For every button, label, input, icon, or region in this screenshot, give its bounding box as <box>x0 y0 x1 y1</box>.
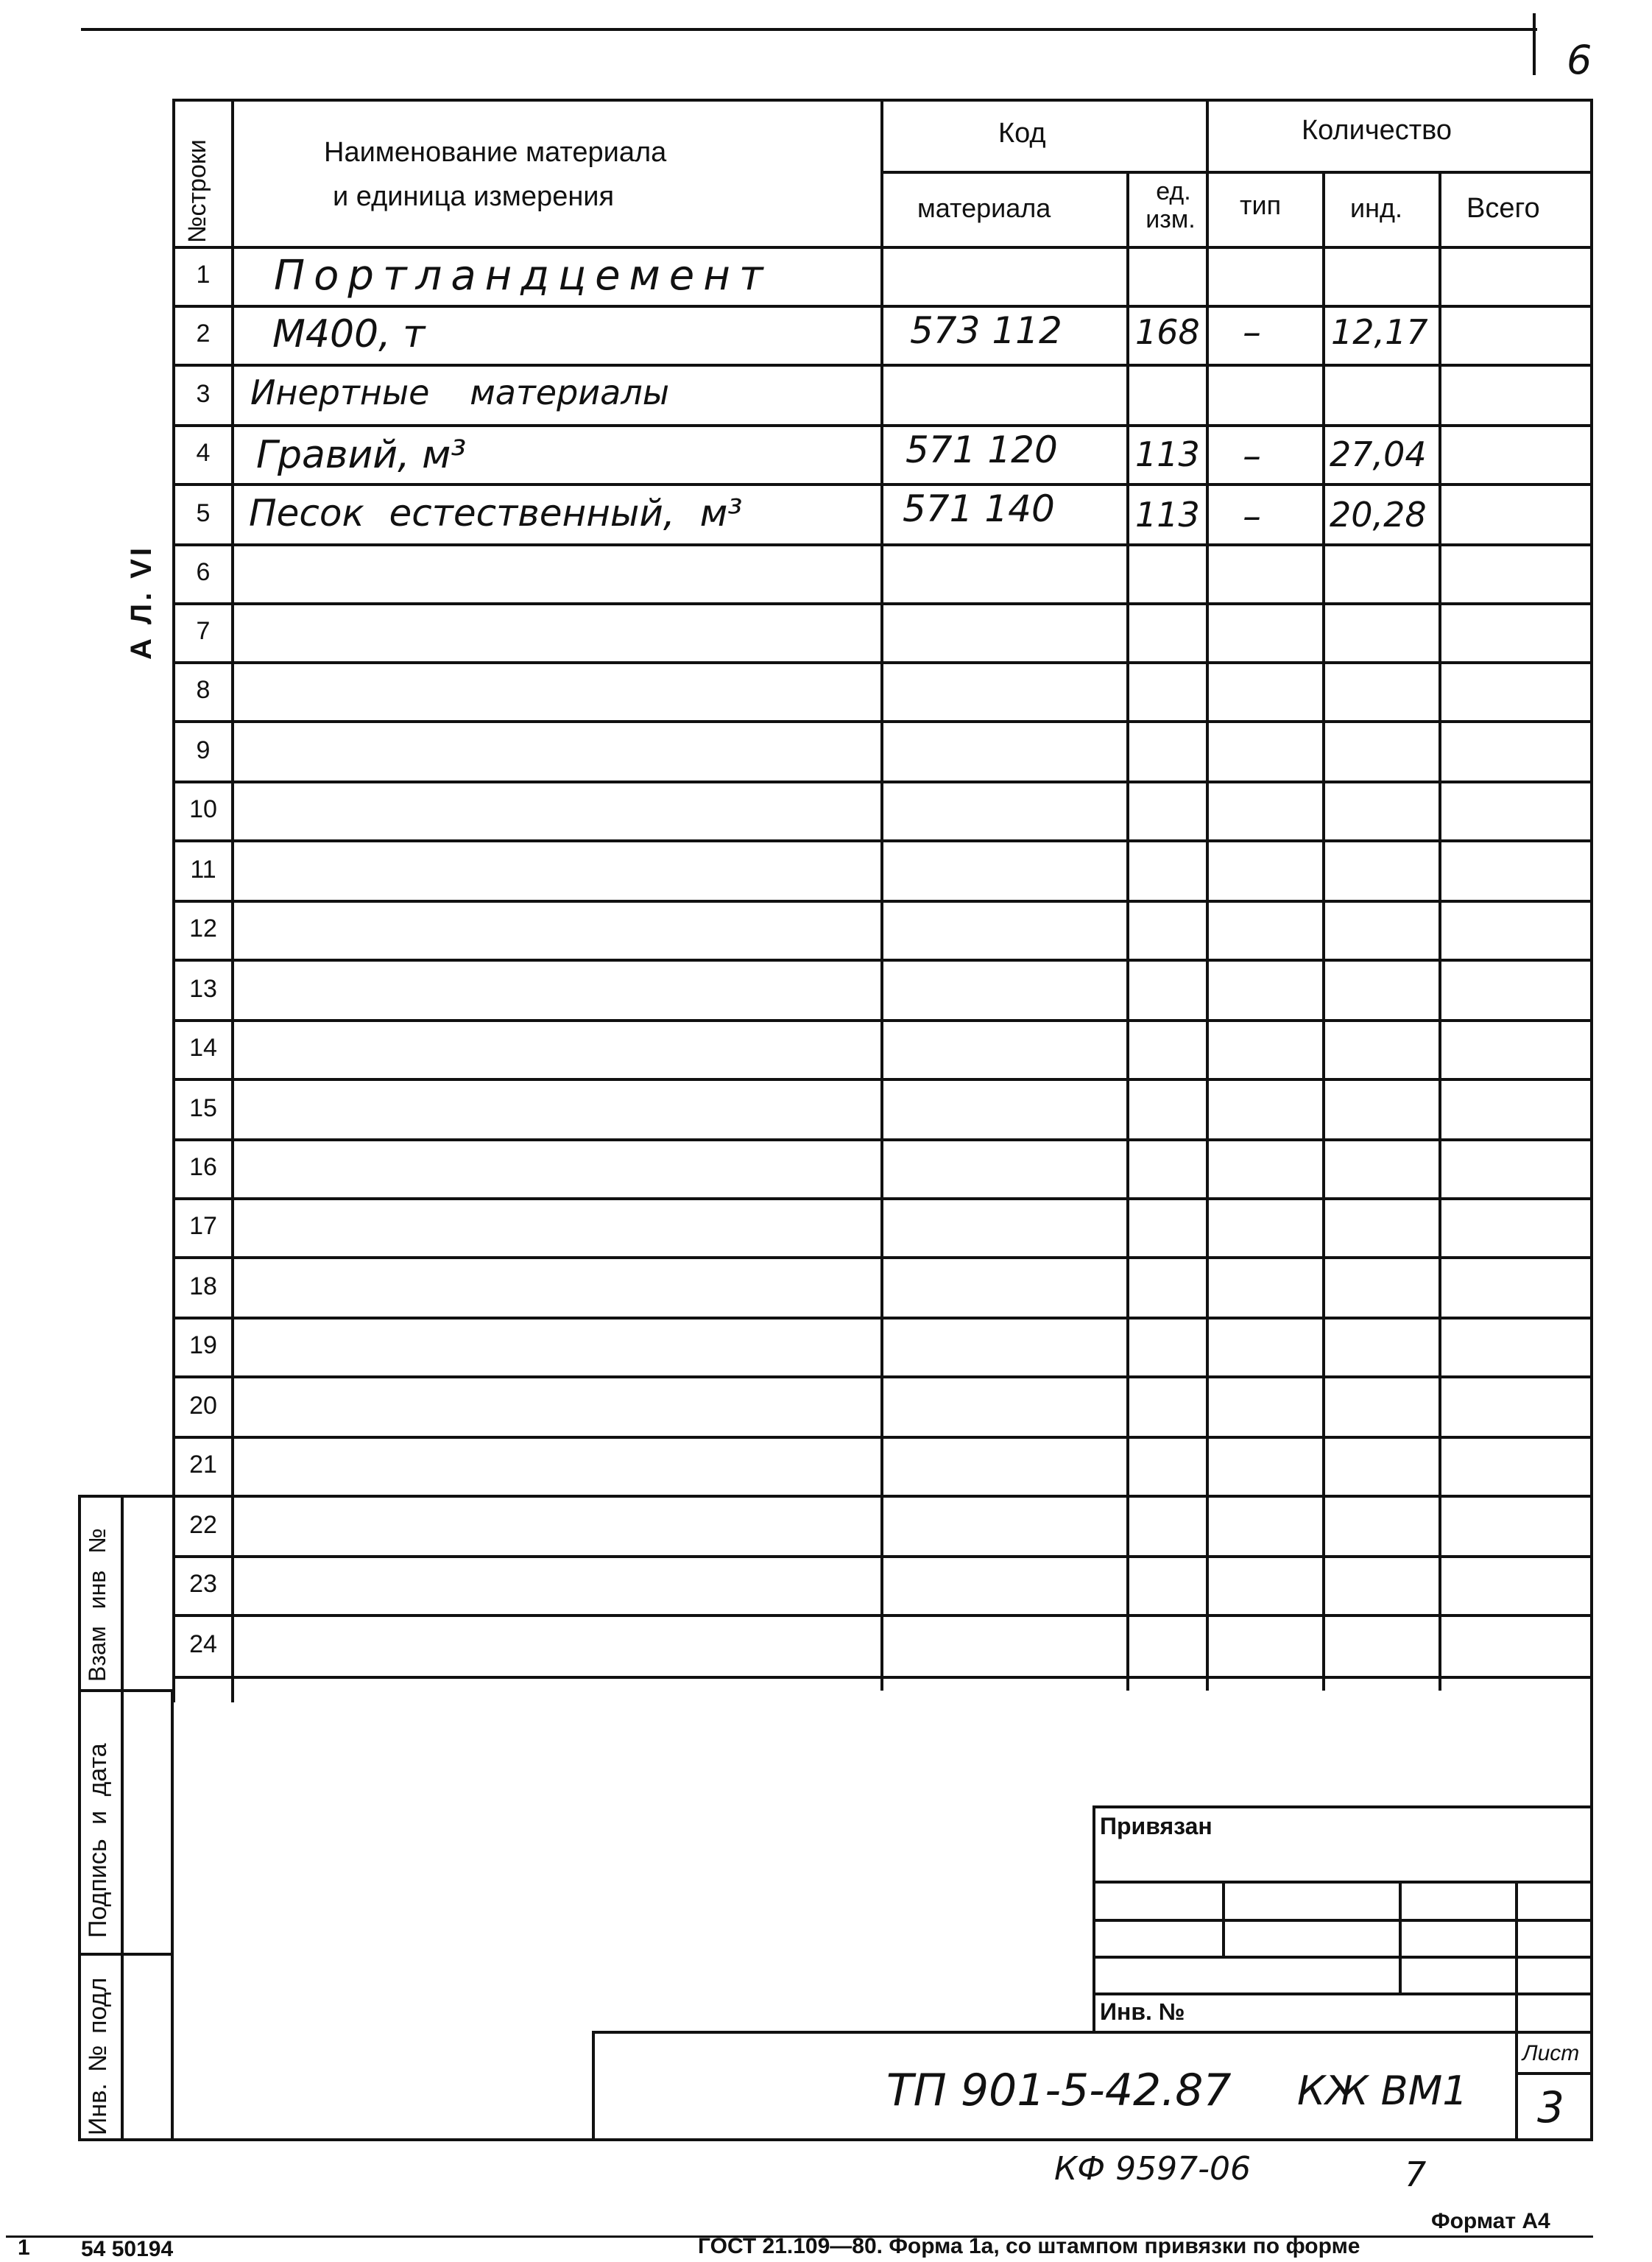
priv-col1 <box>1222 1881 1225 1959</box>
header-code: Код <box>998 118 1046 149</box>
entry-ind: 12,17 <box>1331 312 1428 352</box>
entry-ind: 20,28 <box>1330 495 1427 535</box>
header-code-material: материала <box>917 193 1051 223</box>
col-divider-ind <box>1439 171 1441 1691</box>
header-qty-total: Всего <box>1466 193 1540 224</box>
row-number: 24 <box>189 1630 217 1658</box>
entry-type: – <box>1243 495 1261 538</box>
sheet-number: 3 <box>1537 2082 1564 2132</box>
priv-col2 <box>1399 1881 1402 1995</box>
row-line <box>172 720 1593 723</box>
title-left <box>592 2031 595 2141</box>
header-row-no: №строки <box>183 139 211 243</box>
row-line <box>172 1555 1593 1558</box>
entry-type: – <box>1243 434 1261 477</box>
row-number: 5 <box>196 499 211 527</box>
margin-vzam: Взам инв № <box>84 1528 110 1682</box>
inv-no-label: Инв. № <box>1100 1998 1185 2025</box>
row-line <box>172 543 1593 546</box>
header-qty-ind: инд. <box>1350 193 1402 223</box>
row-number: 13 <box>189 975 217 1003</box>
sheet-label-line <box>1515 2072 1592 2075</box>
row-number: 22 <box>189 1511 217 1539</box>
entry-ind: 27,04 <box>1330 434 1427 474</box>
row-number: 16 <box>189 1153 217 1181</box>
row-number: 4 <box>196 439 211 467</box>
priv-col3 <box>1515 1881 1518 2141</box>
row-number: 3 <box>196 380 211 408</box>
row-line <box>172 602 1593 605</box>
entry-code: 571 140 <box>903 487 1055 530</box>
document-mark: КЖ ВМ1 <box>1297 2068 1468 2114</box>
row-line <box>172 305 1593 308</box>
row-line <box>172 1375 1593 1378</box>
margin-inv-podl: Инв. № подл <box>84 1977 112 2135</box>
row-line <box>172 1078 1593 1081</box>
row-line <box>172 781 1593 783</box>
header-quantity: Количество <box>1302 115 1452 146</box>
col-divider-type <box>1322 171 1325 1691</box>
row-number: 18 <box>189 1272 217 1300</box>
margin-stamp-left <box>78 1496 81 2140</box>
header-name-line1: Наименование материала <box>324 137 667 168</box>
row-number: 12 <box>189 915 217 942</box>
margin-podpis: Подпись и дата <box>84 1743 112 1938</box>
side-label: А Л. VI <box>125 544 158 660</box>
row-line <box>172 364 1593 367</box>
entry-code: 573 112 <box>910 309 1062 352</box>
header-mid-line <box>880 171 1593 174</box>
entry-name: Инертные материалы <box>250 373 670 412</box>
row-line <box>172 1197 1593 1200</box>
header-code-unit-2: изм. <box>1146 205 1196 233</box>
footer-left-code: 54 50194 <box>81 2237 174 2261</box>
row-number: 23 <box>189 1570 217 1598</box>
sheet-label: Лист <box>1522 2041 1580 2065</box>
entry-unit: 113 <box>1135 495 1200 535</box>
margin-stamp-right <box>171 1691 174 2141</box>
margin-stamp-top <box>78 1495 174 1498</box>
row-number: 21 <box>189 1451 217 1479</box>
entry-name: Гравий, м³ <box>256 433 467 477</box>
entry-name: Песок естественный, м³ <box>249 492 743 535</box>
row-number: 14 <box>189 1034 217 1062</box>
footer-left-num: 1 <box>18 2235 30 2260</box>
title-top <box>592 2031 1592 2034</box>
margin-stamp-div1 <box>78 1689 174 1692</box>
handwritten-code: КФ 9597-06 <box>1054 2150 1251 2188</box>
entry-code: 571 120 <box>906 429 1058 471</box>
row-number: 19 <box>189 1331 217 1359</box>
row-number: 15 <box>189 1094 217 1122</box>
row-line <box>172 661 1593 664</box>
row-line <box>172 1614 1593 1617</box>
row-line <box>172 1138 1593 1141</box>
sheet-corner-number: 6 <box>1567 37 1592 83</box>
row-number: 2 <box>196 320 211 348</box>
row-line <box>172 959 1593 962</box>
header-name-line2: и единица измерения <box>333 181 615 212</box>
row-number: 11 <box>190 856 216 884</box>
privyazan-label: Привязан <box>1100 1813 1212 1839</box>
row-number: 6 <box>196 558 211 586</box>
col-divider-unit <box>1206 99 1209 1691</box>
entry-name: Портландцемент <box>274 252 772 300</box>
corner-divider <box>1533 13 1536 75</box>
table-top-border <box>172 99 1593 102</box>
top-rule <box>81 28 1537 31</box>
row-line <box>172 1676 1593 1679</box>
row-line <box>172 1317 1593 1320</box>
row-number: 9 <box>196 736 211 764</box>
handwritten-number: 7 <box>1405 2154 1427 2194</box>
header-code-unit-1: ед. <box>1156 177 1191 205</box>
document-designation: ТП 901-5-42.87 <box>886 2065 1232 2116</box>
col-divider-material <box>1126 171 1129 1691</box>
row-line <box>172 1019 1593 1022</box>
row-line <box>172 1495 1593 1498</box>
entry-type: – <box>1243 311 1261 353</box>
row-number: 10 <box>189 795 217 823</box>
row-line <box>172 900 1593 903</box>
format-label: Формат А4 <box>1431 2209 1550 2233</box>
priv-top <box>1092 1805 1592 1808</box>
margin-stamp-div2 <box>78 1953 174 1956</box>
footer-gost: ГОСТ 21.109—80. Форма 1а, со штампом привязки по форме <box>698 2234 1360 2258</box>
header-bottom-line <box>172 246 1593 249</box>
row-number: 17 <box>189 1212 217 1240</box>
entry-unit: 113 <box>1135 434 1200 474</box>
header-qty-type: тип <box>1240 190 1282 220</box>
row-number: 7 <box>196 617 211 645</box>
entry-name: М400, т <box>272 312 426 356</box>
entry-unit: 168 <box>1135 312 1200 352</box>
frame-bottom <box>78 2138 1593 2141</box>
col-divider-name <box>880 99 883 1691</box>
row-line <box>172 424 1593 427</box>
margin-stamp-mid <box>121 1496 124 2140</box>
row-line <box>172 483 1593 486</box>
row-line <box>172 1436 1593 1439</box>
row-number: 1 <box>196 261 211 289</box>
row-number: 8 <box>196 676 211 704</box>
row-line <box>172 1256 1593 1259</box>
row-number: 20 <box>189 1392 217 1420</box>
row-line <box>172 839 1593 842</box>
